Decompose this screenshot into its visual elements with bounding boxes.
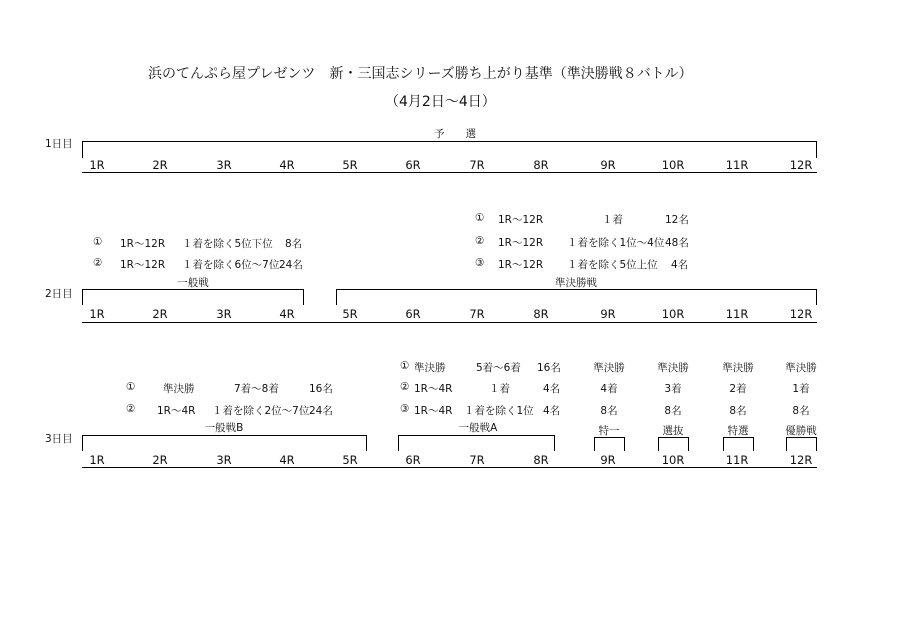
day3-left-rule-2-cond: １着を除く2位～7位 — [212, 405, 310, 417]
day3-mid-rule-2-count: 4名 — [543, 383, 561, 395]
day2-left-rule-1-range: 1R～12R — [120, 238, 166, 250]
day2-group-right-label: 準決勝戦 — [555, 277, 597, 289]
bracket-line — [82, 289, 83, 305]
day2-race-2: 2R — [152, 307, 168, 321]
day1-group-label: 予 選 — [434, 128, 476, 140]
day2-right-rule-3-range: 1R～12R — [498, 259, 544, 271]
day2-race-5: 5R — [342, 307, 358, 321]
bracket-line — [398, 435, 399, 451]
day2-right-rule-1-num: ① — [475, 212, 485, 224]
day3-final-1-bracket — [594, 437, 595, 451]
bracket-line — [366, 435, 367, 451]
day2-label: 2日目 — [45, 288, 73, 300]
bracket-line — [82, 467, 817, 468]
day2-right-rule-1-range: 1R～12R — [498, 214, 544, 226]
day3-mid-rule-2-cond: １着 — [489, 383, 510, 395]
day3-race-10: 10R — [661, 453, 685, 467]
day3-final-3-count: 8名 — [729, 405, 747, 417]
day2-right-rule-3-cond: １着を除く5位上位 — [567, 259, 658, 271]
day2-race-12: 12R — [789, 307, 813, 321]
day3-left-rule-2-num: ② — [126, 403, 136, 415]
day3-final-1-place: 4着 — [600, 383, 618, 395]
day3-final-4-bracket — [816, 437, 817, 451]
day3-final-1-bracket — [594, 437, 625, 438]
bracket-line — [816, 141, 817, 158]
day3-final-1-source: 準決勝 — [593, 362, 625, 374]
day1-race-9: 9R — [600, 158, 616, 172]
day2-race-4: 4R — [279, 307, 295, 321]
day1-race-11: 11R — [725, 158, 749, 172]
day1-race-12: 12R — [789, 158, 813, 172]
day3-mid-rule-3-count: 4名 — [543, 405, 561, 417]
day3-race-2: 2R — [152, 453, 168, 467]
bracket-line — [398, 435, 555, 436]
day3-final-2-bracket — [658, 437, 659, 451]
day3-race-1: 1R — [89, 453, 105, 467]
day3-final-3-place: 2着 — [729, 383, 747, 395]
day3-final-4-bracket — [786, 437, 817, 438]
bracket-line — [816, 289, 817, 305]
day2-right-rule-2-cond: １着を除く1位～4位 — [567, 237, 665, 249]
day2-left-rule-2-range: 1R～12R — [120, 259, 166, 271]
bracket-line — [82, 289, 304, 290]
day3-race-8: 8R — [533, 453, 549, 467]
day2-group-left-label: 一般戦 — [177, 277, 209, 289]
day3-final-1-name: 特一 — [598, 425, 620, 437]
bracket-line — [82, 172, 817, 173]
bracket-line — [336, 289, 337, 305]
day3-final-1-bracket — [624, 437, 625, 451]
day2-right-rule-2-num: ② — [475, 235, 485, 247]
day3-mid-rule-3-range: 1R～4R — [414, 405, 453, 417]
day2-race-6: 6R — [405, 307, 421, 321]
bracket-line — [82, 141, 83, 158]
day3-left-rule-1-range: 準決勝 — [163, 383, 195, 395]
day3-group-mid-label: 一般戦A — [458, 422, 498, 434]
day3-mid-rule-2-num: ② — [400, 381, 410, 393]
day2-right-rule-2-range: 1R～12R — [498, 237, 544, 249]
day3-mid-rule-3-num: ③ — [400, 403, 410, 415]
day1-race-7: 7R — [469, 158, 485, 172]
day2-left-rule-1-num: ① — [93, 236, 103, 248]
day1-race-1: 1R — [89, 158, 105, 172]
day3-left-rule-1-cond: 7着～8着 — [234, 383, 279, 395]
day3-left-rule-1-num: ① — [126, 381, 136, 393]
day1-race-10: 10R — [661, 158, 685, 172]
day1-race-6: 6R — [405, 158, 421, 172]
day3-mid-rule-2-range: 1R～4R — [414, 383, 453, 395]
day3-final-4-name: 優勝戦 — [785, 425, 817, 437]
day3-race-7: 7R — [469, 453, 485, 467]
day2-right-rule-3-num: ③ — [475, 257, 485, 269]
bracket-line — [82, 141, 817, 142]
day2-race-7: 7R — [469, 307, 485, 321]
day2-right-rule-1-count: 12名 — [665, 214, 689, 226]
bracket-line — [82, 322, 817, 323]
day2-race-8: 8R — [533, 307, 549, 321]
day3-race-6: 6R — [405, 453, 421, 467]
day3-left-rule-1-count: 16名 — [309, 383, 333, 395]
day3-race-3: 3R — [216, 453, 232, 467]
day3-final-4-count: 8名 — [792, 405, 810, 417]
day3-race-4: 4R — [279, 453, 295, 467]
day2-left-rule-2-count: 24名 — [279, 259, 303, 271]
day2-race-9: 9R — [600, 307, 616, 321]
day3-final-3-bracket — [753, 437, 754, 451]
day2-race-10: 10R — [661, 307, 685, 321]
bracket-line — [554, 435, 555, 451]
page-subtitle: （4月2日～4日） — [385, 94, 496, 110]
bracket-line — [82, 435, 367, 436]
day2-left-rule-2-cond: １着を除く6位～7位 — [182, 259, 280, 271]
day3-race-12: 12R — [789, 453, 813, 467]
day2-left-rule-1-cond: １着を除く5位下位 — [182, 238, 273, 250]
day3-final-2-source: 準決勝 — [657, 362, 689, 374]
day3-final-1-count: 8名 — [600, 405, 618, 417]
page-title: 浜のてんぷら屋プレゼンツ 新・三国志シリーズ勝ち上がり基準（準決勝戦８バトル） — [148, 66, 693, 82]
day3-race-11: 11R — [725, 453, 749, 467]
day3-final-2-bracket — [688, 437, 689, 451]
day3-final-4-source: 準決勝 — [785, 362, 817, 374]
day2-left-rule-1-count: 8名 — [285, 238, 303, 250]
bracket-line — [303, 289, 304, 305]
day2-race-11: 11R — [725, 307, 749, 321]
day1-race-4: 4R — [279, 158, 295, 172]
day3-final-2-name: 選抜 — [662, 425, 684, 437]
day3-mid-rule-1-cond: 5着～6着 — [476, 362, 521, 374]
day1-race-2: 2R — [152, 158, 168, 172]
day2-right-rule-1-cond: １着 — [602, 214, 623, 226]
day2-left-rule-2-num: ② — [93, 257, 103, 269]
day3-mid-rule-1-range: 準決勝 — [414, 362, 446, 374]
day3-final-2-count: 8名 — [664, 405, 682, 417]
day2-race-3: 3R — [216, 307, 232, 321]
day3-final-2-bracket — [658, 437, 689, 438]
day3-left-rule-2-count: 24名 — [309, 405, 333, 417]
day3-final-3-bracket — [723, 437, 724, 451]
day1-race-3: 3R — [216, 158, 232, 172]
day3-final-3-name: 特選 — [727, 425, 749, 437]
day3-mid-rule-3-cond: １着を除く1位 — [464, 405, 534, 417]
day2-right-rule-2-count: 48名 — [665, 237, 689, 249]
day3-race-5: 5R — [342, 453, 358, 467]
bracket-line — [82, 435, 83, 451]
day3-mid-rule-1-count: 16名 — [537, 362, 561, 374]
day1-label: 1日目 — [45, 138, 73, 150]
bracket-line — [336, 289, 817, 290]
day3-left-rule-2-range: 1R～4R — [157, 405, 196, 417]
day3-final-3-source: 準決勝 — [722, 362, 754, 374]
day3-final-4-bracket — [786, 437, 787, 451]
day3-final-2-place: 3着 — [664, 383, 682, 395]
day3-label: 3日目 — [45, 433, 73, 445]
day3-group-left-label: 一般戦B — [204, 422, 244, 434]
day3-final-3-bracket — [723, 437, 754, 438]
day3-race-9: 9R — [600, 453, 616, 467]
day2-race-1: 1R — [89, 307, 105, 321]
day2-right-rule-3-count: 4名 — [671, 259, 689, 271]
day1-race-8: 8R — [533, 158, 549, 172]
day3-mid-rule-1-num: ① — [400, 360, 410, 372]
day1-race-5: 5R — [342, 158, 358, 172]
day3-final-4-place: 1着 — [792, 383, 810, 395]
